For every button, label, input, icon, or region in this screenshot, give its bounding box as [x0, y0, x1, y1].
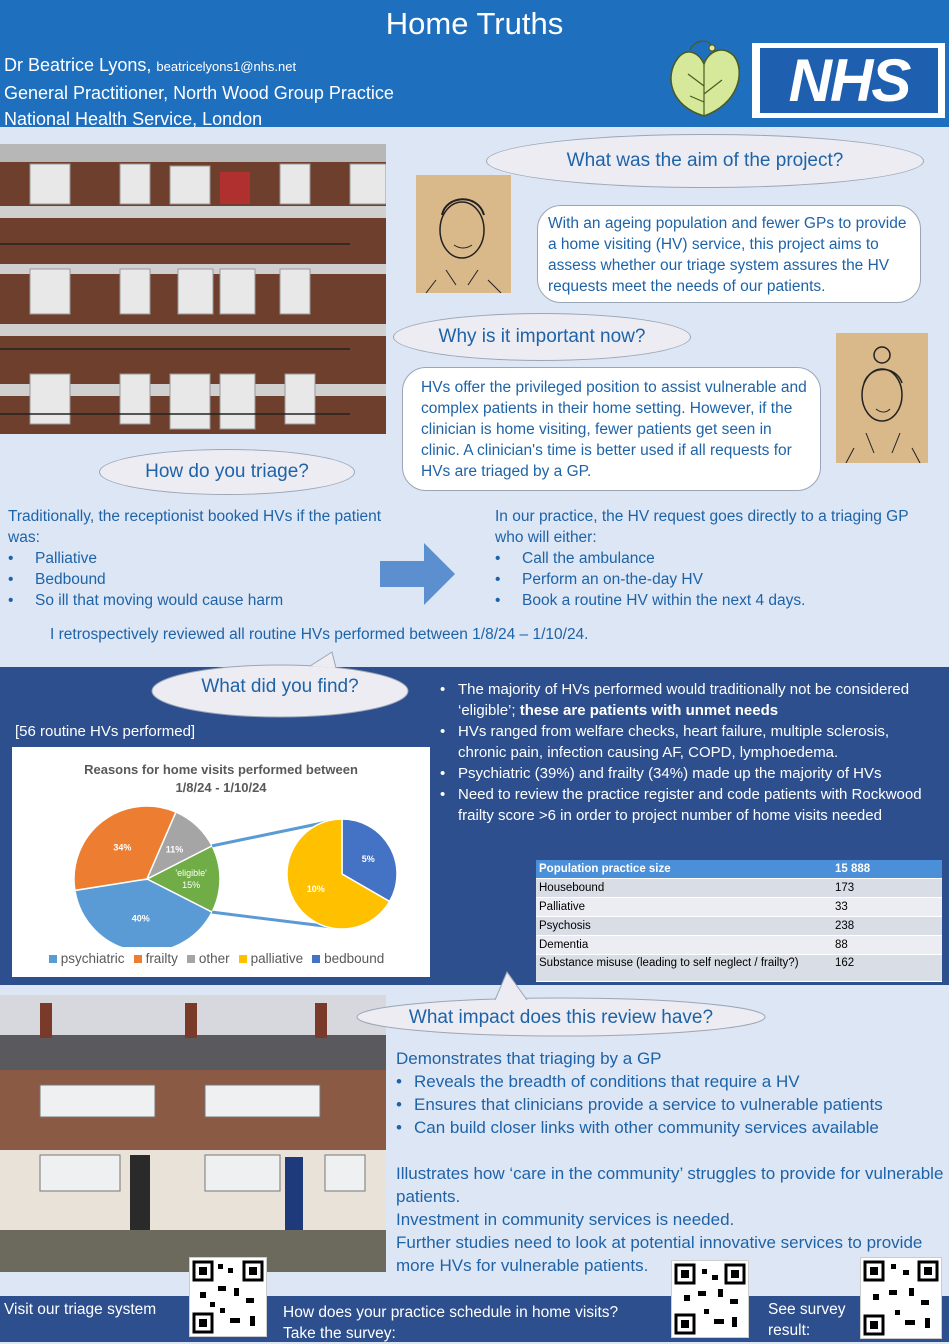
table-header-cell: Population practice size: [536, 860, 832, 879]
impact-item: • Ensures that clinicians provide a service to vulnerable patients: [396, 1093, 946, 1116]
survey-result-text: [768, 1299, 846, 1341]
impact-para1: Illustrates how ‘care in the community’ struggles to provide for vulnerable patients.: [396, 1164, 944, 1206]
author-block: [4, 52, 394, 132]
survey-result-line1: See survey: [768, 1301, 846, 1318]
legend-swatch: [134, 955, 142, 963]
pie-label-eligible-name: 'eligible': [175, 868, 207, 878]
woman-sketch-icon: [836, 333, 928, 463]
table-cell: Dementia: [536, 936, 832, 955]
population-table: [536, 860, 942, 982]
pie-label-eligible: 15%: [182, 880, 201, 890]
practice-triage: [495, 506, 935, 611]
legend-swatch: [239, 955, 247, 963]
legend-item-other: [187, 951, 230, 966]
impact-intro: Demonstrates that triaging by a GP: [396, 1049, 662, 1068]
sub-pie-label-bedbound: 5%: [361, 853, 375, 864]
result-qr-code-icon[interactable]: [860, 1257, 942, 1339]
practice-item: • Call the ambulance: [495, 548, 935, 569]
sub-pie-label-palliative: 10%: [306, 884, 325, 895]
traditional-intro: Traditionally, the receptionist booked HVs if the patient was:: [8, 508, 382, 546]
practice-item: • Book a routine HV within the next 4 days.: [495, 590, 935, 611]
table-cell: 173: [832, 879, 942, 898]
nhs-logo-text: NHS: [760, 48, 938, 113]
table-cell: Housebound: [536, 879, 832, 898]
author-role: General Practitioner, North Wood Group Practice: [4, 83, 394, 103]
author-org: National Health Service, London: [4, 109, 263, 129]
aim-question-bubble: [486, 134, 924, 188]
impact-para2: Investment in community services is needed.: [396, 1210, 735, 1229]
chart-title-line2: 1/8/24 - 1/10/24: [175, 780, 267, 795]
finding-item: • The majority of HVs performed would traditionally not be considered ‘eligible’; these are patients with unmet needs: [440, 679, 940, 721]
finding-item: • HVs ranged from welfare checks, heart failure, multiple sclerosis, chronic pain, infection causing AF, COPD, lymphoedema.: [440, 721, 940, 763]
legend-label: palliative: [250, 951, 304, 966]
importance-question-bubble: [393, 313, 691, 361]
triage-qr-code-icon[interactable]: [189, 1257, 267, 1337]
legend-swatch: [312, 955, 320, 963]
traditional-item: • So ill that moving would cause harm: [8, 590, 408, 611]
header-banner: [0, 0, 949, 127]
survey-cta[interactable]: Take the survey:: [283, 1325, 396, 1342]
survey-question: How does your practice schedule in home visits?: [283, 1304, 619, 1321]
survey-result-line2[interactable]: result:: [768, 1322, 811, 1339]
poster-title: Home Truths: [385, 6, 564, 41]
legend-swatch: [49, 955, 57, 963]
chart-panel: [12, 747, 430, 977]
importance-answer-box: [402, 367, 821, 491]
flats-photo: [0, 144, 386, 434]
table-row: [536, 917, 942, 936]
table-cell: 238: [832, 917, 942, 936]
legend-item-bedbound: [312, 951, 384, 966]
pie-chart: [12, 747, 430, 947]
practice-item: • Perform an on-the-day HV: [495, 569, 935, 590]
table-header-cell: 15 888: [832, 860, 942, 879]
survey-qr-code-icon[interactable]: [671, 1260, 749, 1338]
table-cell: 162: [832, 955, 942, 982]
man-sketch-icon: [416, 175, 511, 293]
impact-text: [396, 1047, 946, 1277]
impact-item: • Can build closer links with other community services available: [396, 1116, 946, 1139]
table-cell: 88: [832, 936, 942, 955]
sample-label: [56 routine HVs performed]: [15, 723, 196, 740]
pie-label-frailty: 34%: [113, 842, 132, 853]
finding-item: • Need to review the practice register and code patients with Rockwood frailty score >6 in order to project number of home visits needed: [440, 784, 940, 826]
triage-question-bubble: [99, 449, 355, 495]
footer-banner: [0, 1296, 949, 1342]
table-cell: Palliative: [536, 898, 832, 917]
impact-para3: Further studies need to look at potential innovative services to provide more HVs for vulnerable patients.: [396, 1233, 923, 1275]
terraced-houses-icon: [0, 995, 386, 1272]
legend-label: bedbound: [324, 951, 385, 966]
aim-question: What was the aim of the project?: [566, 150, 844, 171]
impact-item: • Reveals the breadth of conditions that require a HV: [396, 1070, 946, 1093]
traditional-item: • Bedbound: [8, 569, 408, 590]
leaf-logo-icon: [660, 36, 748, 122]
findings-bullets: [440, 679, 940, 826]
table-header-row: [536, 860, 942, 879]
pie-label-psychiatric: 40%: [131, 913, 150, 924]
findings-question: What did you find?: [201, 676, 359, 697]
nhs-logo: [752, 43, 945, 118]
legend-item-frailty: [134, 951, 178, 966]
triage-link[interactable]: Visit our triage system: [4, 1301, 157, 1318]
author-email[interactable]: beatricelyons1@nhs.net: [156, 59, 297, 74]
legend-swatch: [187, 955, 195, 963]
table-row: [536, 898, 942, 917]
importance-question: Why is it important now?: [438, 326, 646, 347]
houses-photo: [0, 995, 386, 1272]
author-name: Dr Beatrice Lyons,: [4, 55, 152, 75]
legend-label: psychiatric: [60, 951, 125, 966]
practice-intro: In our practice, the HV request goes directly to a triaging GP who will either:: [495, 508, 909, 546]
survey-text: [283, 1302, 618, 1344]
chart-legend: [12, 951, 430, 966]
pie-label-other: 11%: [165, 844, 184, 855]
legend-item-psychiatric: [49, 951, 125, 966]
triage-question: How do you triage?: [145, 461, 309, 482]
impact-question: What impact does this review have?: [408, 1007, 714, 1028]
finding-item: • Psychiatric (39%) and frailty (34%) made up the majority of HVs: [440, 763, 940, 784]
table-row: [536, 936, 942, 955]
traditional-triage: [8, 506, 408, 611]
table-cell: Psychosis: [536, 917, 832, 936]
chart-title-line1: Reasons for home visits performed between: [84, 762, 358, 777]
flats-building-icon: [0, 144, 386, 434]
table-cell: Substance misuse (leading to self neglect / frailty?): [536, 955, 832, 982]
legend-label: other: [198, 951, 230, 966]
aim-answer: With an ageing population and fewer GPs to provide a home visiting (HV) service, this project aims to assess whether our triage system assures the HV requests meet the needs of our patients.: [548, 215, 907, 295]
table-cell: 33: [832, 898, 942, 917]
traditional-item: • Palliative: [8, 548, 408, 569]
table-row: [536, 879, 942, 898]
legend-label: frailty: [145, 951, 178, 966]
right-arrow-icon: [380, 543, 456, 605]
legend-item-palliative: [239, 951, 304, 966]
importance-answer: HVs offer the privileged position to assist vulnerable and complex patients in their home setting. However, if the clinician is home visiting, fewer patients get seen in clinic. A clinician's time is better used if all requests for HVs are triaged by a GP.: [421, 379, 807, 480]
review-note: I retrospectively reviewed all routine HVs performed between 1/8/24 – 1/10/24.: [50, 626, 589, 643]
aim-answer-box: [537, 205, 921, 303]
